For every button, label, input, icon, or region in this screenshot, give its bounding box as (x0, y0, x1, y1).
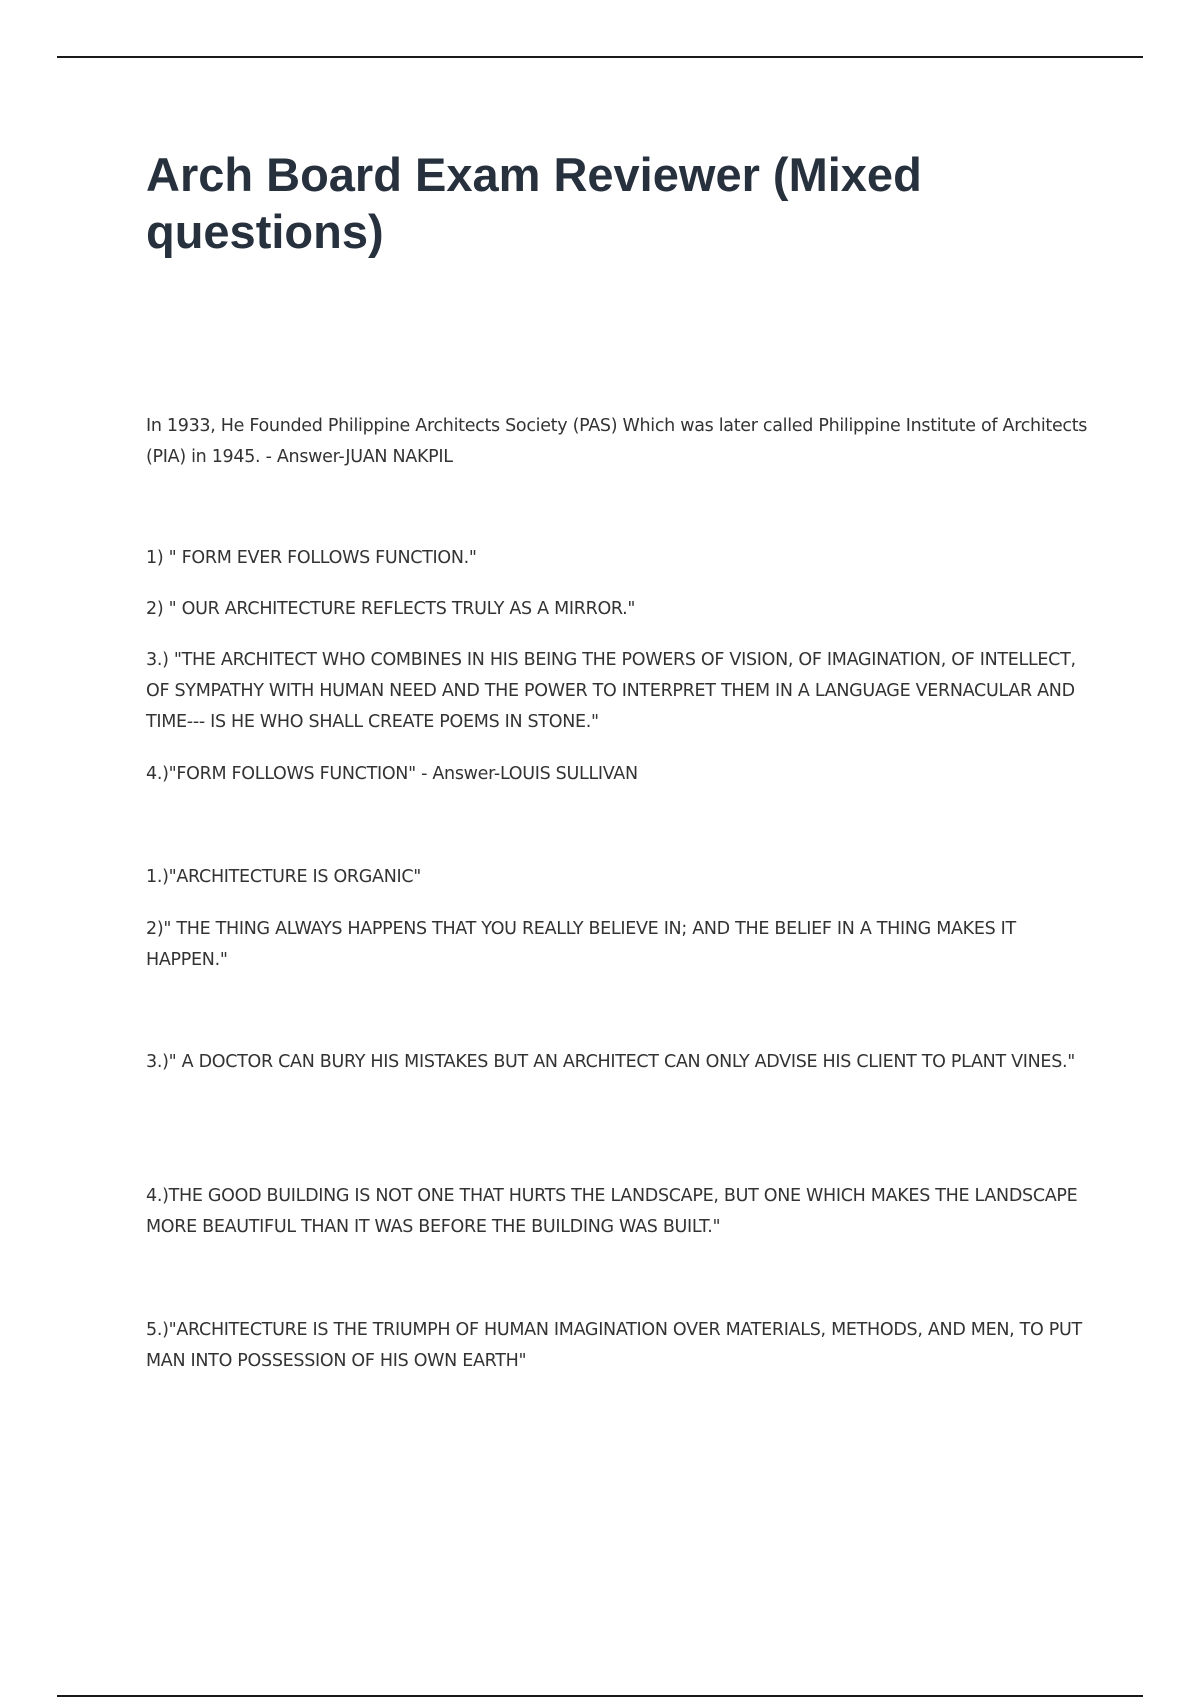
paragraph-wright-5: 5.)"ARCHITECTURE IS THE TRIUMPH OF HUMAN IMAGINATION OVER MATERIALS, METHODS, AND MEN, TO PUT MAN INTO POSSESSION OF HIS OWN EARTH" (146, 1320, 1082, 1371)
paragraph-wright-1: 1.)"ARCHITECTURE IS ORGANIC" (146, 867, 422, 887)
paragraph-wright-3: 3.)" A DOCTOR CAN BURY HIS MISTAKES BUT AN ARCHITECT CAN ONLY ADVISE HIS CLIENT TO PLANT VINES." (146, 1052, 1076, 1072)
paragraph-quote-2: 2) " OUR ARCHITECTURE REFLECTS TRULY AS A MIRROR." (146, 599, 636, 619)
top-divider (57, 56, 1143, 58)
paragraph-quote-3: 3.) "THE ARCHITECT WHO COMBINES IN HIS BEING THE POWERS OF VISION, OF IMAGINATION, OF INTELLECT, OF SYMPATHY WITH HUMAN NEED AND THE POWER TO INTERPRET THEM IN A LANGUAGE VERNACULAR AND TIME--- IS HE WHO SHALL CREATE POEMS IN STONE." (146, 650, 1076, 732)
paragraph-nakpil-question: In 1933, He Founded Philippine Architects Society (PAS) Which was later called Philippine Institute of Architects (PIA) in 1945. - Answer-JUAN NAKPIL (146, 416, 1088, 467)
paragraph-quote-4-answer: 4.)"FORM FOLLOWS FUNCTION" - Answer-LOUIS SULLIVAN (146, 764, 638, 784)
paragraph-quote-1: 1) " FORM EVER FOLLOWS FUNCTION." (146, 548, 477, 568)
bottom-divider (57, 1695, 1143, 1697)
paragraph-wright-2: 2)" THE THING ALWAYS HAPPENS THAT YOU REALLY BELIEVE IN; AND THE BELIEF IN A THING MAKES IT HAPPEN." (146, 919, 1016, 970)
document-title: Arch Board Exam Reviewer (Mixed questions) (146, 148, 922, 258)
paragraph-wright-4: 4.)THE GOOD BUILDING IS NOT ONE THAT HURTS THE LANDSCAPE, BUT ONE WHICH MAKES THE LANDSCAPE MORE BEAUTIFUL THAN IT WAS BEFORE THE BUILDING WAS BUILT." (146, 1186, 1078, 1237)
